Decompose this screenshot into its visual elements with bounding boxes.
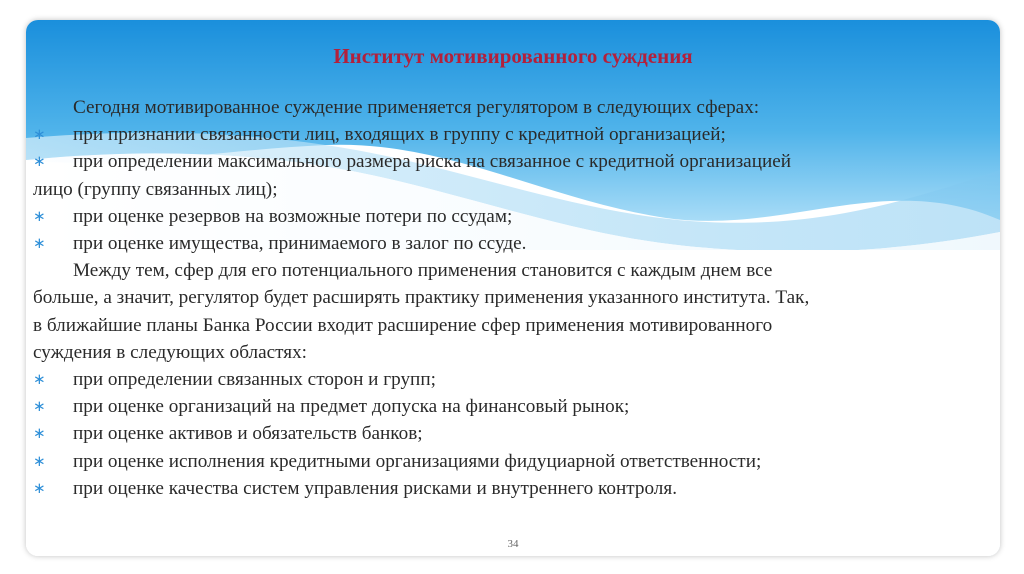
asterisk-bullet-icon: ∗ (33, 234, 46, 253)
list-item: ∗ при определении связанных сторон и групп; (33, 366, 988, 393)
asterisk-bullet-icon: ∗ (33, 152, 46, 171)
asterisk-bullet-icon: ∗ (33, 424, 46, 443)
list-item: ∗ при оценке резервов на возможные потери по ссудам; (33, 203, 988, 230)
list-item: ∗ при оценке организаций на предмет допуска на финансовый рынок; (33, 393, 988, 420)
paragraph-line: больше, а значит, регулятор будет расширять практику применения указанного института. Так, (33, 287, 810, 309)
paragraph-line: Сегодня мотивированное суждение применяется регулятором в следующих сферах: (73, 97, 760, 118)
slide-body (33, 94, 988, 502)
paragraph-line: суждения в следующих областях: (33, 341, 308, 363)
list-item: ∗ при оценке исполнения кредитными организациями фидуциарной ответственности; (33, 448, 988, 475)
asterisk-bullet-icon: ∗ (33, 125, 46, 144)
page-number: 34 (507, 538, 519, 550)
slide-title: Институт мотивированного суждения (333, 44, 693, 68)
list-item: ∗ при оценке активов и обязательств банков; (33, 420, 988, 447)
list-item: ∗ при определении максимального размера риска на связанное с кредитной организацией (33, 148, 988, 175)
slide (26, 20, 1000, 556)
paragraph-line: лицо (группу связанных лиц); (33, 178, 278, 200)
paragraph-line: Между тем, сфер для его потенциального применения становится с каждым днем все (73, 260, 773, 282)
asterisk-bullet-icon: ∗ (33, 478, 46, 497)
paragraph-line: в ближайшие планы Банка России входит расширение сфер применения мотивированного (33, 314, 773, 336)
asterisk-bullet-icon: ∗ (33, 451, 46, 470)
asterisk-bullet-icon: ∗ (33, 397, 46, 416)
asterisk-bullet-icon: ∗ (33, 370, 46, 389)
list-item: ∗ при оценке имущества, принимаемого в залог по ссуде. (33, 230, 988, 257)
list-item: ∗ при оценке качества систем управления рисками и внутреннего контроля. (33, 475, 988, 502)
asterisk-bullet-icon: ∗ (33, 206, 46, 225)
list-item: ∗ при признании связанности лиц, входящих в группу с кредитной организацией; (33, 121, 988, 148)
